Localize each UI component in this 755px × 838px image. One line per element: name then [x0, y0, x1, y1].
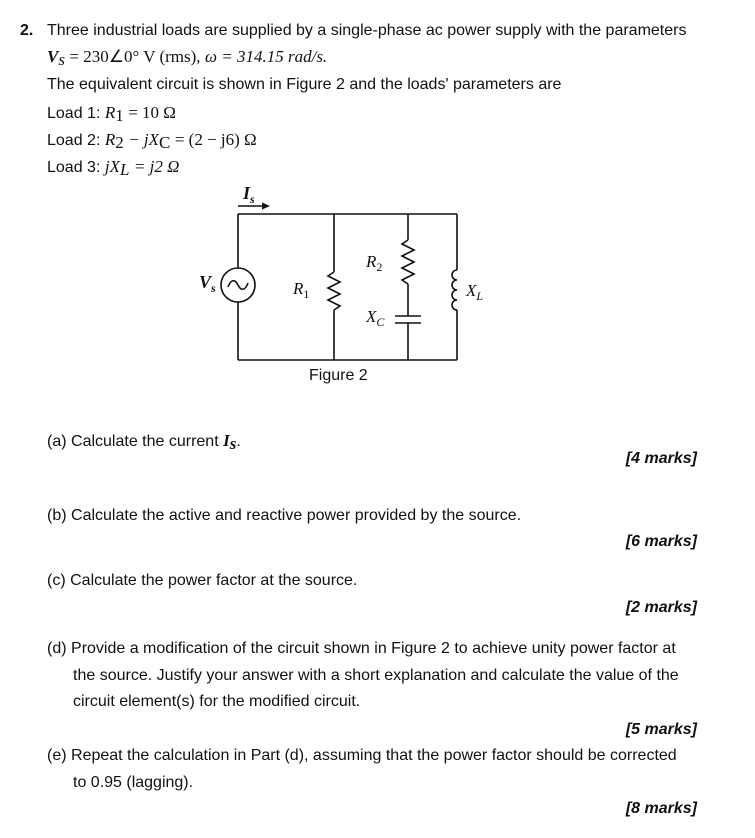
- load-1-expr: R: [104, 103, 116, 122]
- part-e-letter: (e): [47, 747, 67, 764]
- xc-label: $X_C$: [366, 307, 385, 329]
- part-e-line-1: Repeat the calculation in Part (d), assuming that the power factor should be corrected: [71, 747, 677, 764]
- part-a-symbol-sub: s: [229, 434, 237, 453]
- vs-symbol: V: [47, 47, 59, 66]
- omega-value: ω = 314.15 rad/s.: [205, 47, 328, 66]
- load-2-value: = (2 − j6) Ω: [174, 130, 257, 149]
- load-2-expr: R: [104, 130, 116, 149]
- vs-value: = 230∠0° V (rms),: [69, 47, 201, 66]
- part-d-letter: (d): [47, 640, 67, 657]
- part-c-letter: (c): [47, 572, 66, 589]
- part-c: [47, 572, 357, 590]
- load-3-value: = j2 Ω: [133, 157, 180, 176]
- part-a-letter: (a): [47, 433, 67, 450]
- load-3-label: Load 3:: [47, 159, 101, 176]
- r1-label: $R_1$: [293, 279, 310, 301]
- part-d-line-1: Provide a modification of the circuit shown in Figure 2 to achieve unity power factor at: [71, 640, 676, 657]
- part-a-symbol: I: [223, 431, 230, 450]
- r1-resistor-icon: [328, 272, 340, 310]
- figure-caption: Figure 2: [309, 367, 368, 384]
- inductor-icon: [452, 270, 457, 310]
- part-e: [47, 747, 677, 765]
- part-b-marks: [6 marks]: [625, 533, 697, 550]
- load-1-sub: 1: [115, 106, 124, 125]
- load-2-sub: 2: [115, 133, 124, 152]
- part-c-marks: [2 marks]: [625, 599, 697, 616]
- load-3-expr: jX: [104, 157, 120, 176]
- sine-wave-icon: [228, 281, 248, 290]
- xl-label: $X_L$: [466, 281, 484, 303]
- source-label: $V_s$: [199, 272, 216, 295]
- question-intro: Three industrial loads are supplied by a single-phase ac power supply with the parameters: [47, 22, 687, 39]
- part-d-line-2: the source. Justify your answer with a short explanation and calculate the value of the: [73, 667, 679, 684]
- part-c-text: Calculate the power factor at the source.: [70, 572, 358, 589]
- question-number: 2.: [20, 22, 34, 39]
- load-2-sub2: C: [159, 133, 171, 152]
- part-e-marks: [8 marks]: [625, 800, 697, 817]
- load-1-label: Load 1:: [47, 105, 101, 122]
- vs-sub: s: [58, 50, 65, 69]
- part-a: [47, 431, 241, 454]
- part-a-marks: [4 marks]: [625, 450, 697, 467]
- part-b: [47, 507, 521, 525]
- load-2-label: Load 2:: [47, 132, 101, 149]
- part-d: [47, 640, 676, 658]
- circuit-diagram: [0, 0, 755, 400]
- load-3-sub: L: [119, 160, 130, 179]
- part-b-letter: (b): [47, 507, 67, 524]
- part-a-text: Calculate the current: [71, 433, 219, 450]
- load-1-value: = 10 Ω: [128, 103, 176, 122]
- part-d-line-3: circuit element(s) for the modified circuit.: [73, 693, 361, 710]
- r2-label: $R_2$: [366, 252, 383, 274]
- part-d-marks: [5 marks]: [625, 721, 697, 738]
- load-2-mid: − jX: [128, 130, 160, 149]
- part-b-text: Calculate the active and reactive power provided by the source.: [71, 507, 522, 524]
- circuit-description: The equivalent circuit is shown in Figure 2 and the loads' parameters are: [47, 76, 562, 93]
- current-label: $I_s$: [243, 183, 255, 206]
- part-a-end: .: [236, 433, 241, 450]
- part-e-line-2: to 0.95 (lagging).: [73, 774, 194, 791]
- r2-resistor-icon: [402, 240, 414, 284]
- current-arrowhead-icon: [262, 203, 270, 210]
